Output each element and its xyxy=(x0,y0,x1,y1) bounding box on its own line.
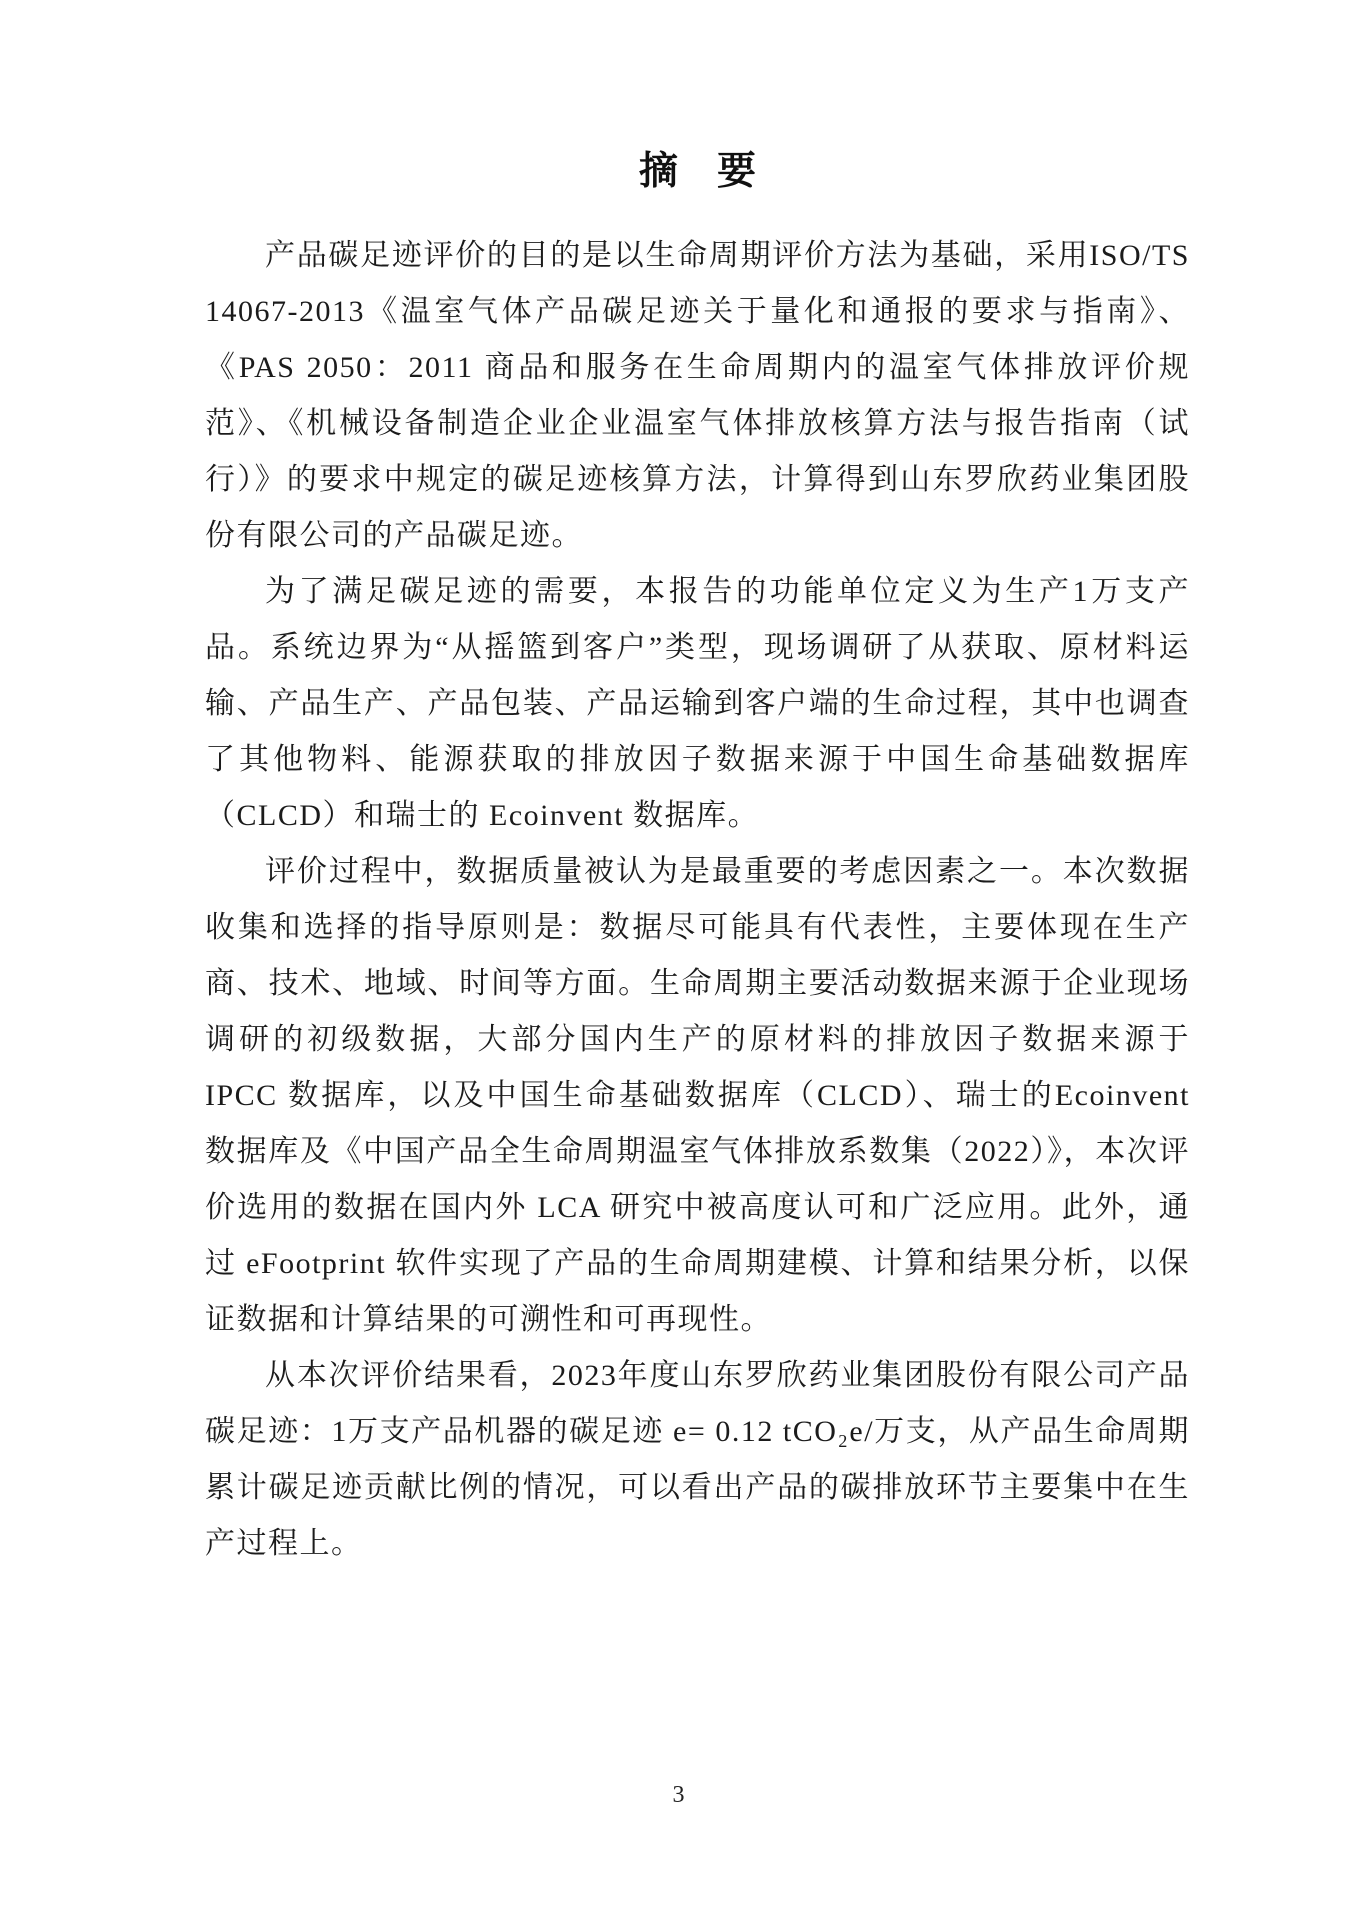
abstract-paragraph: 为了满足碳足迹的需要，本报告的功能单位定义为生产1万支产品。系统边界为“从摇篮到客户”类型，现场调研了从获取、原材料运输、产品生产、产品包装、产品运输到客户端的生命过程，其中也调查了其他物料、能源获取的排放因子数据来源于中国生命基础数据库（CLCD）和瑞士的 Ecoinvent 数据库。 xyxy=(205,575,1190,832)
page-title: 摘 要 xyxy=(638,150,756,193)
abstract-paragraph: 从本次评价结果看，2023年度山东罗欣药业集团股份有限公司产品碳足迹：1万支产品机器的碳足迹 e= 0.12 tCO₂e/万支，从产品生命周期累计碳足迹贡献比例的情况，可以看出产品的碳排放环节主要集中在生产过程上。 xyxy=(205,1359,1190,1560)
page-number: 3 xyxy=(672,1782,685,1808)
page-content xyxy=(205,150,1190,1572)
abstract-paragraph: 评价过程中，数据质量被认为是最重要的考虑因素之一。本次数据收集和选择的指导原则是：数据尽可能具有代表性，主要体现在生产商、技术、地域、时间等方面。生命周期主要活动数据来源于企业现场调研的初级数据，大部分国内生产的原材料的排放因子数据来源于 IPCC 数据库，以及中国生命基础数据库（CLCD）、瑞士的Ecoinvent 数据库及《中国产品全生命周期温室气体排放系数集（2022）》，本次评价选用的数据在国内外 LCA 研究中被高度认可和广泛应用。此外，通过 eFootprint 软件实现了产品的生命周期建模、计算和结果分析，以保证数据和计算结果的可溯性和可再现性。 xyxy=(205,855,1190,1336)
abstract-paragraph: 产品碳足迹评价的目的是以生命周期评价方法为基础，采用ISO/TS 14067-2013《温室气体产品碳足迹关于量化和通报的要求与指南》、《PAS 2050：2011 商品和服务在生命周期内的温室气体排放评价规范》、《机械设备制造企业企业温室气体排放核算方法与报告指南（试行）》的要求中规定的碳足迹核算方法，计算得到山东罗欣药业集团股份有限公司的产品碳足迹。 xyxy=(205,239,1190,552)
